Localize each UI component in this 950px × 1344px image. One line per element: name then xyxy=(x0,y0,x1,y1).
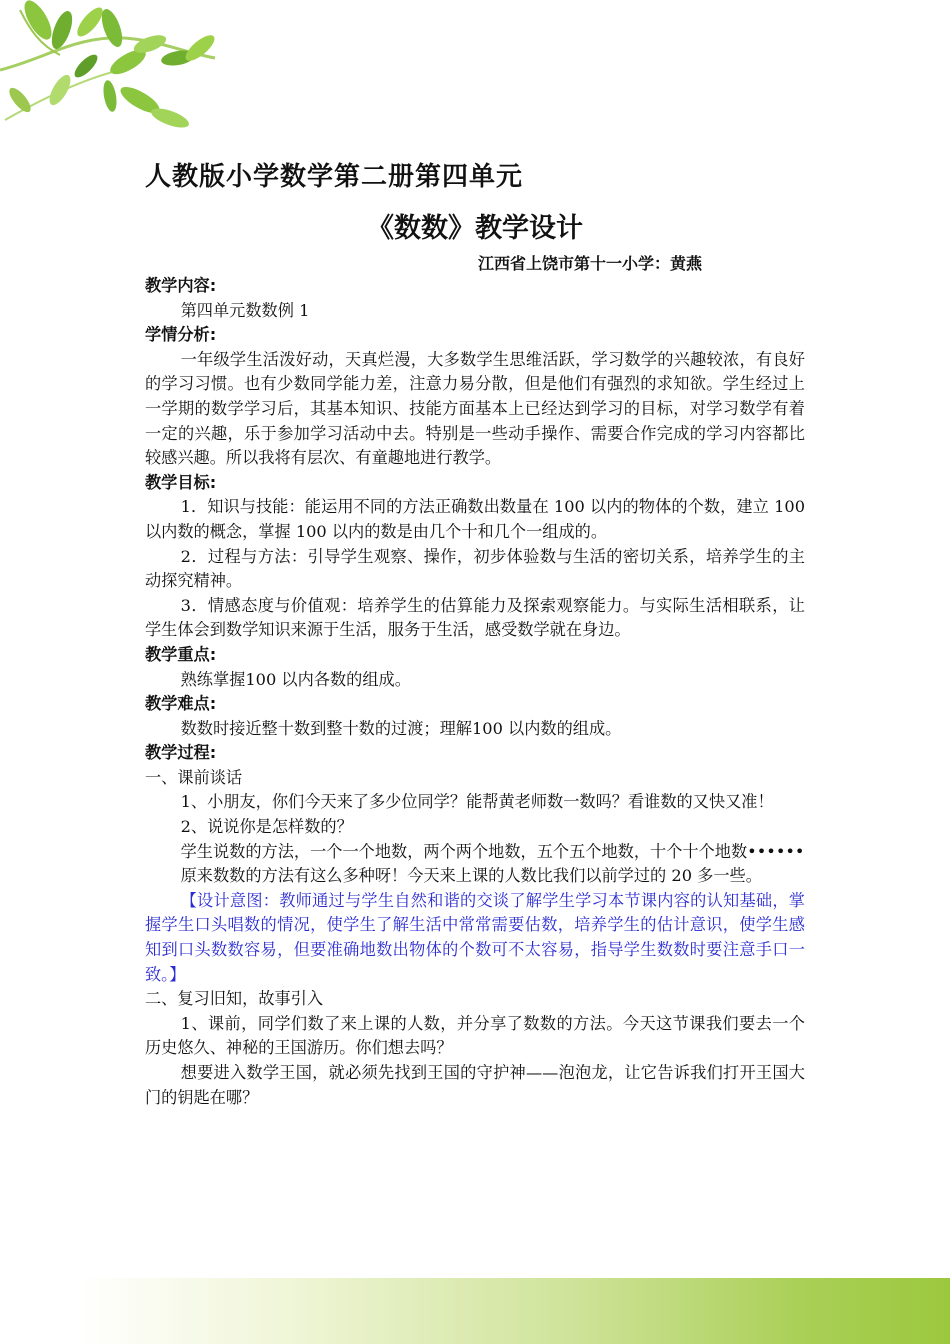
process-part1-title: 一、课前谈话 xyxy=(145,767,243,787)
student-analysis-text: 一年级学生活泼好动，天真烂漫，大多数学生思维活跃，学习数学的兴趣较浓，有良好的学习习惯。也有少数同学能力差，注意力易分散，但是他们有强烈的求知欲。学生经过上一学期的数学学习后，其基本知识、技能方面基本上已经达到学习的目标，对学习数学有着一定的兴趣，乐于参加学习活动中去。特别是一些动手操作、需要合作完成的学习内容都比较感兴趣。所以我将有层次、有童趣地进行教学。 xyxy=(145,349,805,468)
heading-teaching-content: 教学内容: xyxy=(145,276,217,295)
design-intent-note: 【设计意图：教师通过与学生自然和谐的交谈了解学生学习本节课内容的认知基础，掌握学生口头唱数的情况，使学生了解生活中常常需要估数，培养学生的估计意识，使学生感知到口头数数容易，但要准确地数出物体的个数可不太容易，指导学生数数时要注意手口一致。】 xyxy=(145,890,805,984)
goal-item-attitude: 3．情感态度与价值观：培养学生的估算能力及探索观察能力。与实际生活相联系，让学生体会到数学知识来源于生活，服务于生活，感受数学就在身边。 xyxy=(145,595,805,640)
heading-key-point: 教学重点: xyxy=(145,644,217,664)
process-part2-paragraph: 1、课前，同学们数了来上课的人数，并分享了数数的方法。今天这节课我们要去一个历史悠久、神秘的王国游历。你们想去吗？ xyxy=(145,1013,805,1058)
goal-item-knowledge: 1．知识与技能：能运用不同的方法正确数出数量在 100 以内的物体的个数，建立 100 以内数的概念，掌握 100 以内的数是由几个十和几个一组成的。 xyxy=(145,497,805,541)
process-part1-paragraph: 原来数数的方法有这么多种呀！今天来上课的人数比我们以前学过的 20 多一些。 xyxy=(180,866,762,886)
heading-teaching-goals: 教学目标: xyxy=(145,472,217,492)
goal-item-process: 2．过程与方法：引导学生观察、操作，初步体验数与生活的密切关系，培养学生的主动探究精神。 xyxy=(145,546,805,591)
document-title-line1: 人教版小学数学第二册第四单元 xyxy=(145,162,524,192)
footer-green-bar xyxy=(0,1278,950,1344)
process-part1-paragraph: 2、说说你是怎样数的？ xyxy=(180,817,353,837)
process-part2-paragraph: 想要进入数学王国，就必须先找到王国的守护神——泡泡龙，让它告诉我们打开王国大门的钥匙在哪？ xyxy=(145,1063,805,1107)
process-part1-paragraph: 1、小朋友，你们今天来了多少位同学？能帮黄老师数一数吗？看谁数的又快又准！ xyxy=(180,792,774,812)
leaves-decoration-icon xyxy=(0,0,230,140)
heading-difficulty: 教学难点: xyxy=(145,694,217,714)
heading-student-analysis: 学情分析: xyxy=(145,325,217,345)
document-title-line2: 《数数》教学设计 xyxy=(367,213,583,244)
heading-teaching-process: 教学过程: xyxy=(145,743,217,763)
difficulty-text: 数数时接近整十数到整十数的过渡；理解100 以内数的组成。 xyxy=(180,718,622,738)
author-line: 江西省上饶市第十一小学：黄燕 xyxy=(478,254,703,273)
document-body xyxy=(145,274,805,1110)
process-part1-paragraph: 学生说数的方法，一个一个地数，两个两个地数，五个五个地数，十个十个地数•••••• xyxy=(180,841,805,861)
key-point-text: 熟练掌握100 以内各数的组成。 xyxy=(180,669,411,689)
teaching-content-text: 第四单元数数例 1 xyxy=(180,300,310,320)
process-part2-title: 二、复习旧知，故事引入 xyxy=(145,989,324,1009)
